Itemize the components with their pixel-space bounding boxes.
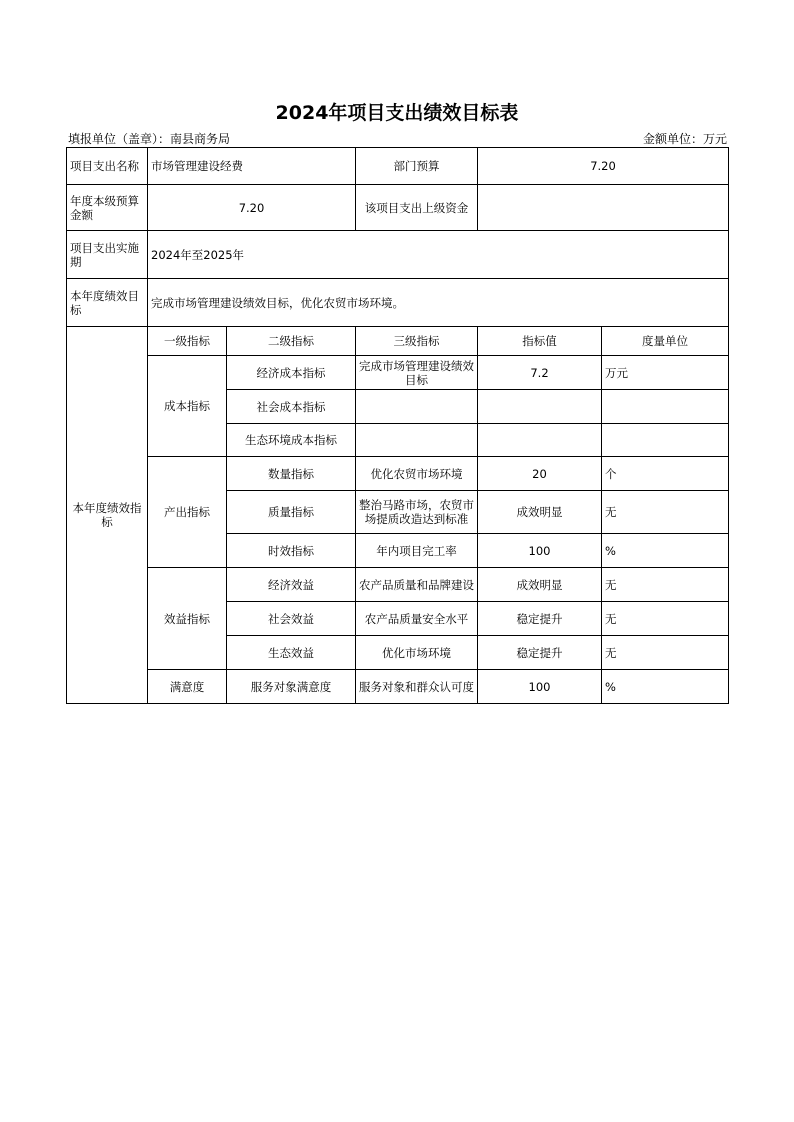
header-value: 指标值 — [478, 327, 602, 356]
level2-cell: 质量指标 — [227, 491, 356, 534]
level3-cell: 农产品质量和品牌建设 — [356, 568, 478, 602]
unit-cell: % — [602, 670, 729, 704]
level2-cell: 生态环境成本指标 — [227, 424, 356, 457]
amount-unit: 金额单位：万元 — [642, 132, 727, 146]
value-cell: 7.2 — [478, 356, 602, 390]
annual-budget-label: 年度本级预算金额 — [67, 185, 148, 231]
unit-cell: 万元 — [602, 356, 729, 390]
annual-budget-row — [67, 185, 729, 231]
project-name-value: 市场管理建设经费 — [148, 148, 356, 185]
value-cell: 100 — [478, 534, 602, 568]
value-cell: 稳定提升 — [478, 636, 602, 670]
level3-cell: 农产品质量安全水平 — [356, 602, 478, 636]
upper-fund-value — [478, 185, 729, 231]
value-cell: 成效明显 — [478, 491, 602, 534]
header-level1: 一级指标 — [148, 327, 227, 356]
project-name-label: 项目支出名称 — [67, 148, 148, 185]
group-benefit-label: 效益指标 — [148, 568, 227, 670]
unit-cell: 无 — [602, 568, 729, 602]
level2-cell: 经济效益 — [227, 568, 356, 602]
level3-cell: 优化市场环境 — [356, 636, 478, 670]
unit-cell: 无 — [602, 491, 729, 534]
table-row — [67, 568, 729, 602]
level3-cell: 完成市场管理建设绩效目标 — [356, 356, 478, 390]
fill-unit: 填报单位（盖章）：南县商务局 — [68, 132, 231, 146]
annual-goal-value: 完成市场管理建设绩效目标，优化农贸市场环境。 — [148, 279, 729, 327]
unit-cell: 无 — [602, 636, 729, 670]
header-unit: 度量单位 — [602, 327, 729, 356]
level3-cell: 年内项目完工率 — [356, 534, 478, 568]
value-cell — [478, 424, 602, 457]
level2-cell: 服务对象满意度 — [227, 670, 356, 704]
dept-budget-label: 部门预算 — [356, 148, 478, 185]
header-level2: 二级指标 — [227, 327, 356, 356]
period-value: 2024年至2025年 — [148, 231, 729, 279]
table-row — [67, 670, 729, 704]
header-level3: 三级指标 — [356, 327, 478, 356]
value-cell: 成效明显 — [478, 568, 602, 602]
level3-cell: 服务对象和群众认可度 — [356, 670, 478, 704]
value-cell: 稳定提升 — [478, 602, 602, 636]
level2-cell: 社会效益 — [227, 602, 356, 636]
unit-cell: 无 — [602, 602, 729, 636]
project-name-row — [67, 148, 729, 185]
level2-cell: 数量指标 — [227, 457, 356, 491]
upper-fund-label: 该项目支出上级资金 — [356, 185, 478, 231]
period-row — [67, 231, 729, 279]
unit-cell — [602, 390, 729, 424]
level3-cell — [356, 424, 478, 457]
table-row — [67, 356, 729, 390]
group-output-label: 产出指标 — [148, 457, 227, 568]
group-satisfaction-label: 满意度 — [148, 670, 227, 704]
level2-cell: 生态效益 — [227, 636, 356, 670]
period-label: 项目支出实施期 — [67, 231, 148, 279]
level2-cell: 社会成本指标 — [227, 390, 356, 424]
performance-target-table — [66, 147, 729, 704]
level2-cell: 时效指标 — [227, 534, 356, 568]
value-cell — [478, 390, 602, 424]
level3-cell: 优化农贸市场环境 — [356, 457, 478, 491]
annual-goal-row — [67, 279, 729, 327]
indicator-header-row — [67, 327, 729, 356]
level2-cell: 经济成本指标 — [227, 356, 356, 390]
value-cell: 20 — [478, 457, 602, 491]
unit-cell: % — [602, 534, 729, 568]
indicator-section-label: 本年度绩效指标 — [67, 327, 148, 704]
level3-cell — [356, 390, 478, 424]
unit-cell — [602, 424, 729, 457]
page-title: 2024年项目支出绩效目标表 — [275, 102, 519, 124]
unit-cell: 个 — [602, 457, 729, 491]
dept-budget-value: 7.20 — [478, 148, 729, 185]
annual-goal-label: 本年度绩效目标 — [67, 279, 148, 327]
value-cell: 100 — [478, 670, 602, 704]
table-row — [67, 457, 729, 491]
level3-cell: 整治马路市场，农贸市场提质改造达到标准 — [356, 491, 478, 534]
group-cost-label: 成本指标 — [148, 356, 227, 457]
annual-budget-value: 7.20 — [148, 185, 356, 231]
